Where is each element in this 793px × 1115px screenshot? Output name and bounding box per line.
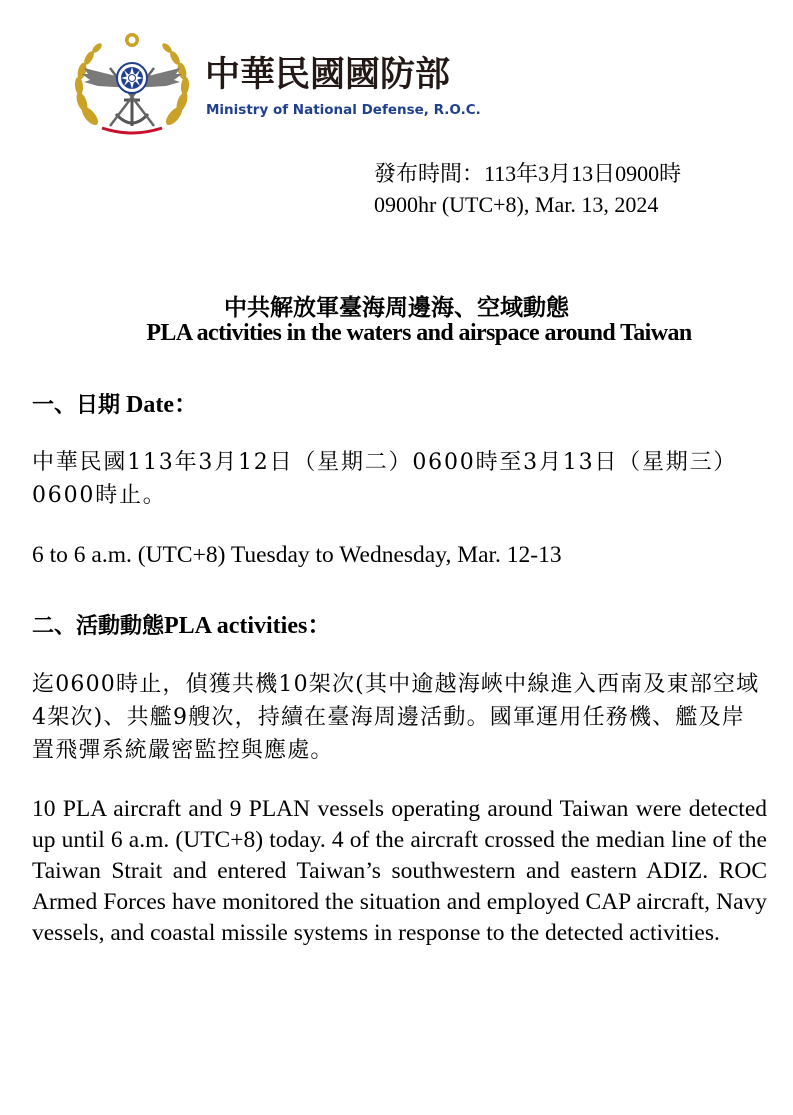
section-date-text-en: 6 to 6 a.m. (UTC+8) Tuesday to Wednesday, Mar. 12-13 <box>32 542 562 568</box>
section-date-text-zh: 中華民國113年3月12日（星期二）0600時至3月13日（星期三）0600時止。 <box>32 450 738 508</box>
section-date-heading-zh: 一、日期 <box>32 392 121 418</box>
mnd-emblem-icon <box>62 28 202 140</box>
page-title-zh: 中共解放軍臺海周邊海、空域動態 <box>224 294 569 321</box>
section-activities-heading <box>32 605 331 640</box>
release-time-zh: 發布時間：113年3月13日0900時 <box>374 161 682 186</box>
section-date-heading-en: Date： <box>126 392 198 418</box>
org-name-zh: 中華民國國防部 <box>205 55 451 95</box>
release-time-en: 0900hr (UTC+8), Mar. 13, 2024 <box>374 192 659 217</box>
section-activities-heading-zh: 二、活動動態 <box>32 613 165 639</box>
section-activities-text-zh: 迄0600時止，偵獲共機10架次(其中逾越海峽中線進入西南及東部空域4架次)、共艦9艘次，持續在臺海周邊活動。國軍運用任務機、艦及岸置飛彈系統嚴密監控與應處。 <box>32 672 760 763</box>
section-activities-text-en: 10 PLA aircraft and 9 PLAN vessels operating around Taiwan were detected up until 6 a.m. (UTC+8) today. 4 of the aircraft crossed the median line of the Taiwan Strait and entered Taiwan’s southwestern and eastern ADIZ. ROC Armed Forces have monitored the situation and employed CAP aircraft, Navy vessels, and coastal missile systems in response to the detected activities. <box>32 796 767 946</box>
section-activities-heading-en: PLA activities： <box>164 613 332 639</box>
section-date-heading <box>32 384 198 419</box>
release-time <box>374 158 681 220</box>
page-title-en: PLA activities in the waters and airspace around Taiwan <box>146 320 692 346</box>
org-name-en: Ministry of National Defense, R.O.C. <box>206 102 481 118</box>
